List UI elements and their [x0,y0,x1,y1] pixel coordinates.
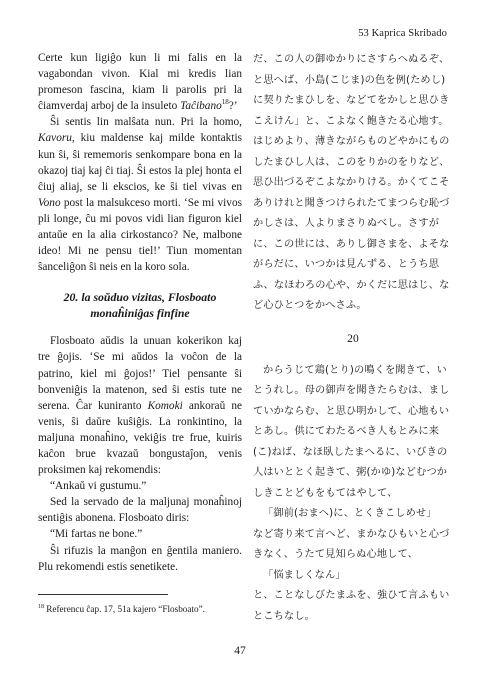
paragraph: Ŝi rifuzis la manĝon en ĝentila maniero. Plu rekomendi estis senetikete. [38,544,242,573]
paragraph: Flosboato aŭdis la unuan kokerikon kaj tre ĝojis. ‘Se mi aŭdos la voĉon de la patrino, kiel mi ĝojos!’ Tiel pensante ŝi bonveniĝis la matenon, sed ŝi estis tute ne serena. Ĉar kuniranto Komoki ankoraŭ ne venis, ŝi daŭre kuŝiĝis. La ronkintino, la maljuna monaĥino, vekiĝis tre frue, kuiris kaĉon brue kvazaŭ bongustaĵon, venis proksimen kaj rekomendis: [38,335,242,477]
footnote-reference: 18 [221,98,229,107]
paragraph: Sed la servado de la maljunaj monaĥinoj sentiĝis abonena. Flosboato diris: [38,496,242,525]
page-number: 47 [234,645,246,657]
chapter-heading: 20. la soŭduo vizitas, Flosboato monaĥiniĝas finfine [63,290,217,321]
person-name: Komoki [147,399,183,412]
place-name: Taĉibano [180,100,222,113]
dialogue-line: 「御前(おまへ)に、とくきこしめせ」 [263,508,437,519]
paragraph: など寄り来て言へど、まかなひもいと心づきなく、うたて見知らぬ心地して、 [253,528,450,560]
dialogue-line: “Ankaŭ vi gustumu.” [50,480,147,493]
paragraph: だ、この人の御ゆかりにさすらへぬるぞ、と思へば、小島(こじま)の色を例(ためし)に契りたまひしを、などてをかしと思ひきこえけん」と、こよなく飽きたる心地す。はじめより、薄きながらものどやかにものしたまひし人は、このをりかのをりなど、思ひ出づるぞこよなかりける。かくてこそありけれと聞きつけられたてまつらむ恥づかしさは、人よりまさりぬべし。さすがに、この世には、ありし御さまを、よそながらだに、いつかは見んずる、とうち思ふ、なほわろの心や、かくだに思はじ、など心ひとつをかへさふ。 [253,54,450,311]
paragraph: Ŝi sentis lin malŝata nun. Pri la homo, Kavoru, kiu maldense kaj milde kontaktis kun ŝi, ŝi rememoris senkompare bona en la okazoj tiaj kaj ĉi tiaj. Ŝi estos la plej honta el ĉiuj aliaj, se li ekscios, ke ŝi tiel vivas en Vono post la malsukceso morti. ‘Se mi vivos pli longe, ĉu mi povos vidi lian figuron kiel antaŭe en la alia cirkostanco? Ne, malbone ideo! Mi ne pensu tiel!’ Tiun momentan ŝanceliĝon ŝi neis en la koro sola. [38,116,242,274]
place-name: Vono [38,196,61,209]
esperanto-column [38,50,242,575]
footnote-divider [38,594,168,595]
paragraph: からうじて鶏(とり)の鳴くを聞きて、いとうれし。母の御声を聞きたらむは、ましていかならむ、と思ひ明かして、心地もいとあし。供にてわたるべき人もとみに来(こ)ねば、なほ臥したまへるに、いびきの人はいととく起きて、粥(かゆ)などむつかしきことどもをもてはやして、 [253,364,450,499]
dialogue-line: 「悩ましくなん」 [263,569,346,581]
chapter-number: 20 [347,332,359,345]
paragraph: Certe kun ligiĝo kun li mi falis en la vagabondan vivon. Kial mi kredis lian promeson fascina, kiam li parolis pri la ĉiamverdaj arboj de la insuleto Taĉibano$^{18}$?’ [38,52,242,113]
paragraph: と、ことなしびたまふを、強ひて言ふもいとこちなし。 [253,590,450,622]
footnote-number: 18 [38,603,44,610]
running-header: 53 Kaprica Skribado [358,28,447,39]
footnote: $^{18}$ Referencu ĉap. 17, 51a kajero “Flosboato”. [38,603,205,614]
person-name: Kavoru [38,132,72,145]
dialogue-line: “Mi fartas ne bone.” [50,528,143,541]
japanese-column [253,50,453,627]
